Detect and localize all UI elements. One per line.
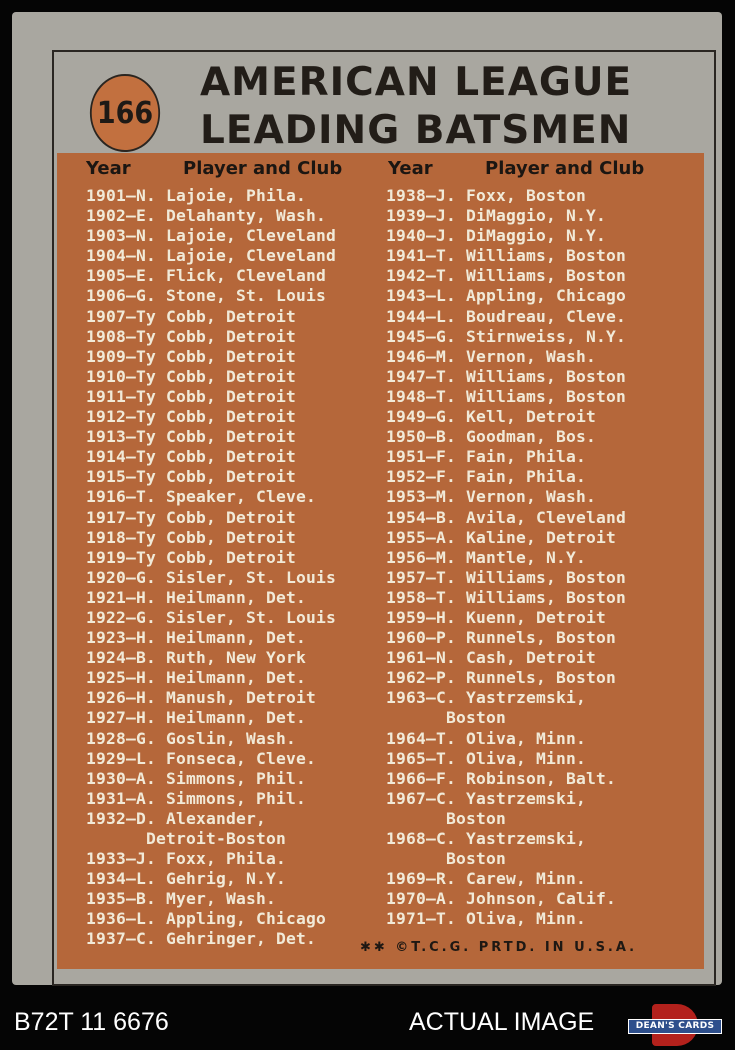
leader-entry: 1930—A. Simmons, Phil.: [86, 768, 307, 788]
leader-entry: 1962—P. Runnels, Boston: [386, 668, 617, 688]
leader-entry: Detroit-Boston: [86, 829, 287, 848]
leader-entry: 1961—N. Cash, Detroit: [386, 648, 597, 668]
leader-entry: 1923—H. Heilmann, Det.: [86, 628, 307, 648]
leader-entry: 1966—F. Robinson, Balt.: [386, 768, 617, 788]
leader-entry: 1949—G. Kell, Detroit: [386, 407, 597, 427]
leader-entry: 1901—N. Lajoie, Phila.: [86, 186, 307, 205]
leader-entry: 1964—T. Oliva, Minn.: [386, 728, 587, 748]
leader-entry: 1918—Ty Cobb, Detroit: [86, 527, 297, 547]
leader-entry: 1937—C. Gehringer, Det.: [86, 929, 317, 949]
leader-entry: 1932—D. Alexander,: [86, 808, 267, 828]
card-number: 166: [96, 95, 154, 131]
leader-entry: 1926—H. Manush, Detroit: [86, 688, 317, 708]
leader-entry: 1919—Ty Cobb, Detroit: [86, 547, 297, 567]
leader-entry: 1902—E. Delahanty, Wash.: [86, 206, 327, 226]
leader-entry: 1928—G. Goslin, Wash.: [86, 728, 297, 748]
leader-entry: 1959—H. Kuenn, Detroit: [386, 607, 607, 627]
right-batting-leaders-list: [386, 186, 626, 929]
leader-entry: 1912—Ty Cobb, Detroit: [86, 407, 297, 427]
leader-entry: 1960—P. Runnels, Boston: [386, 628, 617, 648]
leader-entry: 1951—F. Fain, Phila.: [386, 447, 587, 467]
leader-entry: 1940—J. DiMaggio, N.Y.: [386, 226, 607, 246]
sku-label: B72T 11 6676: [14, 1008, 169, 1036]
leader-entry: Boston: [386, 708, 507, 728]
leader-entry: 1922—G. Sisler, St. Louis: [86, 607, 337, 627]
leader-entry: 1924—B. Ruth, New York: [86, 648, 307, 668]
leader-entry: 1911—Ty Cobb, Detroit: [86, 386, 297, 406]
leader-entry: 1909—Ty Cobb, Detroit: [86, 346, 297, 366]
header-right-player: Player and Club: [485, 158, 645, 179]
leader-entry: 1942—T. Williams, Boston: [386, 266, 627, 286]
leader-entry: 1936—L. Appling, Chicago: [86, 909, 327, 929]
leader-entry: Boston: [386, 808, 507, 828]
leader-entry: 1956—M. Mantle, N.Y.: [386, 547, 587, 567]
header-left-player: Player and Club: [183, 158, 343, 179]
leader-entry: 1946—M. Vernon, Wash.: [386, 346, 597, 366]
copyright-line: ✱✱ ©T.C.G. PRTD. IN U.S.A.: [360, 940, 638, 955]
leader-entry: 1927—H. Heilmann, Det.: [86, 708, 307, 728]
leader-entry: 1916—T. Speaker, Cleve.: [86, 487, 317, 507]
header-right-year: Year: [388, 158, 433, 179]
leader-entry: 1908—Ty Cobb, Detroit: [86, 326, 297, 346]
logo-banner: DEAN'S CARDS: [628, 1019, 722, 1034]
leader-entry: 1907—Ty Cobb, Detroit: [86, 306, 297, 326]
leader-entry: 1967—C. Yastrzemski,: [386, 788, 587, 808]
leader-entry: 1934—L. Gehrig, N.Y.: [86, 869, 287, 889]
leader-entry: 1945—G. Stirnweiss, N.Y.: [386, 326, 627, 346]
leader-entry: 1931—A. Simmons, Phil.: [86, 788, 307, 808]
leader-entry: 1917—Ty Cobb, Detroit: [86, 507, 297, 527]
leader-entry: 1939—J. DiMaggio, N.Y.: [386, 206, 607, 226]
leader-entry: 1969—R. Carew, Minn.: [386, 869, 587, 889]
header-left-year: Year: [86, 158, 131, 179]
leader-entry: 1965—T. Oliva, Minn.: [386, 748, 587, 768]
leader-entry: 1925—H. Heilmann, Det.: [86, 668, 307, 688]
leader-entry: 1957—T. Williams, Boston: [386, 567, 627, 587]
leader-entry: 1921—H. Heilmann, Det.: [86, 587, 307, 607]
leader-entry: 1915—Ty Cobb, Detroit: [86, 467, 297, 487]
leader-entry: 1906—G. Stone, St. Louis: [86, 286, 327, 306]
leader-entry: 1953—M. Vernon, Wash.: [386, 487, 597, 507]
leader-entry: 1933—J. Foxx, Phila.: [86, 849, 287, 869]
leader-entry: 1904—N. Lajoie, Cleveland: [86, 246, 337, 266]
title-line-1: AMERICAN LEAGUE: [200, 60, 633, 105]
leader-entry: 1941—T. Williams, Boston: [386, 246, 627, 266]
actual-image-label: ACTUAL IMAGE: [409, 1008, 595, 1036]
leader-entry: 1920—G. Sisler, St. Louis: [86, 567, 337, 587]
leader-entry: 1938—J. Foxx, Boston: [386, 186, 587, 205]
leader-entry: 1963—C. Yastrzemski,: [386, 688, 587, 708]
leader-entry: 1968—C. Yastrzemski,: [386, 829, 587, 848]
card-number-badge: [90, 74, 160, 152]
leader-entry: 1914—Ty Cobb, Detroit: [86, 447, 297, 467]
title-line-2: LEADING BATSMEN: [200, 108, 632, 153]
leader-entry: 1971—T. Oliva, Minn.: [386, 909, 587, 929]
leader-entry: 1954—B. Avila, Cleveland: [386, 507, 627, 527]
leader-entry: 1955—A. Kaline, Detroit: [386, 527, 617, 547]
leader-entry: 1905—E. Flick, Cleveland: [86, 266, 327, 286]
leader-entry: 1952—F. Fain, Phila.: [386, 467, 587, 487]
leader-entry: 1950—B. Goodman, Bos.: [386, 427, 597, 447]
leader-entry: 1943—L. Appling, Chicago: [386, 286, 627, 306]
deans-cards-logo[interactable]: [628, 1004, 722, 1046]
leader-entry: Boston: [386, 849, 507, 869]
leader-entry: 1910—Ty Cobb, Detroit: [86, 366, 297, 386]
leader-entry: 1970—A. Johnson, Calif.: [386, 889, 617, 909]
left-batting-leaders-list: [86, 186, 336, 950]
leader-entry: 1944—L. Boudreau, Cleve.: [386, 306, 627, 326]
leader-entry: 1948—T. Williams, Boston: [386, 386, 627, 406]
leader-entry: 1947—T. Williams, Boston: [386, 366, 627, 386]
leader-entry: 1903—N. Lajoie, Cleveland: [86, 226, 337, 246]
leader-entry: 1929—L. Fonseca, Cleve.: [86, 748, 317, 768]
leader-entry: 1913—Ty Cobb, Detroit: [86, 427, 297, 447]
leader-entry: 1935—B. Myer, Wash.: [86, 889, 277, 909]
leader-entry: 1958—T. Williams, Boston: [386, 587, 627, 607]
